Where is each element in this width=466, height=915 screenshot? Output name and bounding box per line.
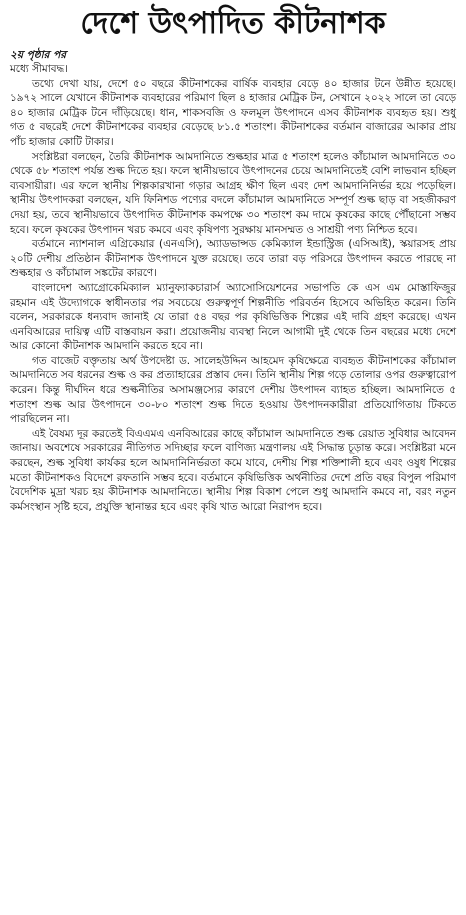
article-paragraph: মধ্যে সীমাবদ্ধ। [10,63,68,75]
article-body [10,62,456,514]
headline: দেশে উৎপাদিত কীটনাশক [80,6,386,41]
article-paragraph: বর্তমানে ন্যাশনাল এগ্রিকেয়ার (এনএসি), অ্যাডভান্সড কেমিক্যাল ইন্ডাস্ট্রিজ (এসিআই), স্কয়ারসহ প্রায় ২০টি দেশীয় প্রতিষ্ঠান কীটনাশক উৎপাদনে যুক্ত রয়েছে। তবে তারা বড় পরিসরে উৎপাদন করতে পারছে না শুল্কহার ও কাঁচামাল সঙ্কটের কারণে। [10,238,456,280]
article-paragraph: গত বাজেট বক্তৃতায় অর্থ উপদেষ্টা ড. সালেহউদ্দিন আহমেদ কৃষিক্ষেত্রে ব্যবহৃত কীটনাশকের কাঁচামাল আমদানিতে সব ধরনের শুল্ক ও কর প্রত্যাহারের প্রস্তাব দেন। তিনি স্থানীয় শিল্প গড়ে তোলার ওপর গুরুত্বারোপ করেন। কিন্তু দীর্ঘদিন ধরে শুল্কনীতির অসামঞ্জস্যের কারণে দেশীয় উৎপাদন ব্যাহত হচ্ছিল। আমদানিতে ৫ শতাংশ শুল্ক আর উৎপাদনে ৩০-৮০ শতাংশ শুল্ক দিতে হওয়ায় উৎপাদনকারীরা প্রতিযোগিতায় টিকতে পারছিলেন না। [10,354,456,426]
article-paragraph: বাংলাদেশ অ্যাগ্রোকেমিক্যাল ম্যানুফ্যাকচারার্স অ্যাসোসিয়েশনের সভাপতি কে এস এম মোস্তাফিজুর রহমান এই উদ্যোগকে স্বাধীনতার পর সবচেয়ে গুরুত্বপূর্ণ শিল্পনীতি পরিবর্তন হিসেবে অভিহিত করেন। তিনি বলেন, সরকারকে ধন্যবাদ জানাই যে তারা ৫৪ বছর পর কৃষিভিত্তিক শিল্পের এই দাবি গ্রহণ করেছে। এখন এনবিআরের দায়িত্ব এটি বাস্তবায়ন করা। প্রয়োজনীয় ব্যবস্থা নিলে আগামী দুই থেকে তিন বছরের মধ্যে দেশে আর কোনো কীটনাশক আমদানি করতে হবে না। [10,281,456,353]
continued-from-label: ২য় পৃষ্ঠার পর [10,49,67,61]
article-paragraph: সংশ্লিষ্টরা বলছেন, তৈরি কীটনাশক আমদানিতে শুল্কহার মাত্র ৫ শতাংশ হলেও কাঁচামাল আমদানিতে ৩০ থেকে ৫৮ শতাংশ পর্যন্ত শুল্ক দিতে হয়। ফলে স্থানীয়ভাবে উৎপাদনের চেয়ে আমদানিতেই বেশি লাভবান হচ্ছিল ব্যবসায়ীরা। এর ফলে স্থানীয় শিল্পকারখানা গড়ার আগ্রহ ক্ষীণ ছিল এবং দেশ আমদানিনির্ভর হয়ে পড়েছিল। স্থানীয় উৎপাদকরা বলছেন, যদি ফিনিশড পণ্যের বদলে কাঁচামাল আমদানিতে সম্পূর্ণ শুল্ক ছাড় বা সহজীকরণ দেয়া হয়, তবে স্থানীয়ভাবে উৎপাদিত কীটনাশক কমপক্ষে ৩০ শতাংশ কম দামে কৃষকের কাছে পৌঁছানো সম্ভব হবে। ফলে কৃষকের উৎপাদন খরচ কমবে এবং কৃষিপণ্য সুরক্ষায় মানসম্মত ও সাশ্রয়ী পণ্য নিশ্চিত হবে। [10,150,456,236]
article-paragraph: তথ্যে দেখা যায়, দেশে ৫০ বছরে কীটনাশকের বার্ষিক ব্যবহার বেড়ে ৪০ হাজার টনে উন্নীত হয়েছে। ১৯৭২ সালে যেখানে কীটনাশক ব্যবহারের পরিমাণ ছিল ৪ হাজার মেট্রিক টন, সেখানে ২০২২ সালে তা বেড়ে ৪০ হাজার মেট্রিক টনে দাঁড়িয়েছে। ধান, শাকসবজি ও ফলমূল উৎপাদনে এসব কীটনাশক ব্যবহৃত হয়। শুধু গত ৫ বছরেই দেশে কীটনাশকের ব্যবহার বেড়েছে ৮১.৫ শতাংশ। কীটনাশকের বর্তমান বাজারের আকার প্রায় পাঁচ হাজার কোটি টাকার। [10,77,456,148]
article-paragraph: এই বৈষম্য দূর করতেই বিএএমএ এনবিআরের কাছে কাঁচামাল আমদানিতে শুল্ক রেয়াত সুবিধার আবেদন জানায়। অবশেষে সরকারের নীতিগত সদিচ্ছার ফলে বাণিজ্য মন্ত্রণালয় এই সিদ্ধান্ত চূড়ান্ত করে। সংশ্লিষ্টরা মনে করছেন, শুল্ক সুবিধা কার্যকর হলে আমদানিনির্ভরতা কমে যাবে, দেশীয় শিল্প শক্তিশালী হবে এবং ওষুধ শিল্পের মতো কীটনাশকও বিদেশে রফতানি সম্ভব হবে। বর্তমানে কৃষিভিত্তিক অর্থনীতির দেশে প্রতি বছর বিপুল পরিমাণ বৈদেশিক মুদ্রা খরচ হয় কীটনাশক আমদানিতে। স্থানীয় শিল্প বিকাশ পেলে শুধু আমদানি কমবে না, বরং নতুন কর্মসংস্থান সৃষ্টি হবে, প্রযুক্তি স্থানান্তর হবে এবং কৃষি খাত আরো নিরাপদ হবে। [10,427,456,513]
